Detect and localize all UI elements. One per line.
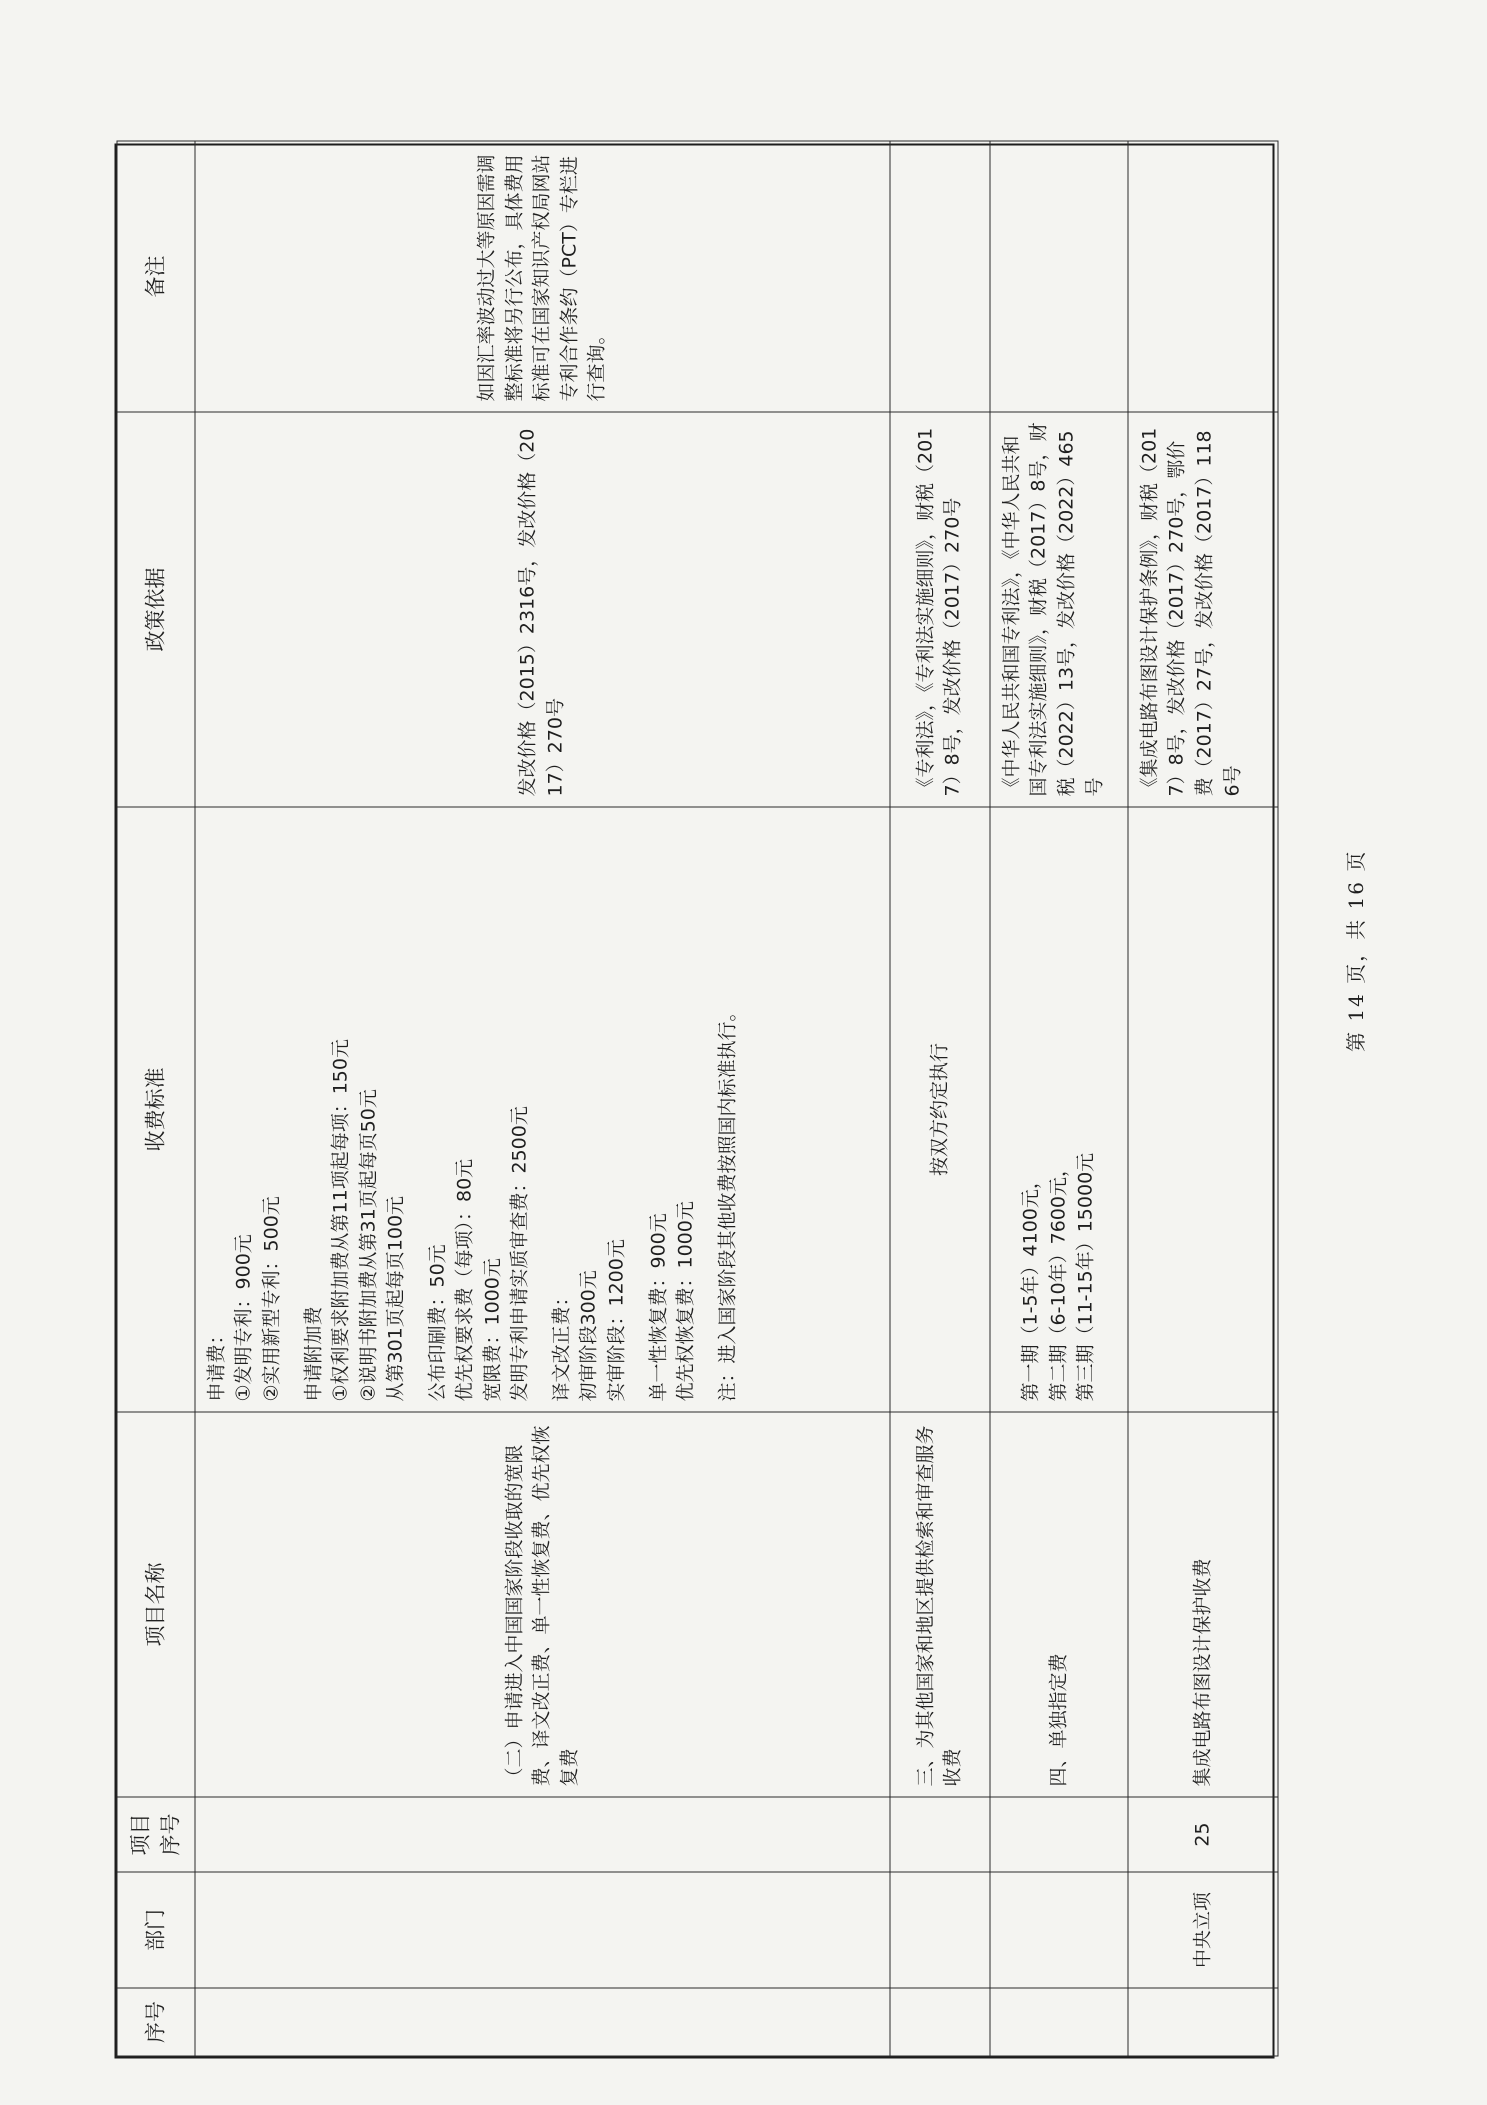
cell-item-seq <box>195 1797 890 1872</box>
header-policy: 政策依据 <box>117 412 195 807</box>
fee-line: 单一性恢复费：900元 <box>647 1213 670 1402</box>
cell-dept: 中央立项 <box>1128 1872 1278 1988</box>
fee-table <box>117 141 1279 2057</box>
fee-line: 初审阶段300元 <box>577 1270 600 1402</box>
page-number: 第 14 页，共 16 页 <box>1344 849 1368 1052</box>
cell-policy: 发改价格（2015）2316号，发改价格（2017）270号 <box>195 412 890 807</box>
fee-line: 优先权恢复费：1000元 <box>674 1201 697 1402</box>
cell-item-name: 集成电路布图设计保护收费 <box>1128 1412 1278 1797</box>
item-name-text: （二）申请进入中国国家阶段收取的宽限费、译文改正费、单一性恢复费、优先权恢复费 <box>503 1425 581 1787</box>
table-row <box>1128 141 1278 2056</box>
fee-line: 第二期（6-10年）7600元， <box>1047 1158 1070 1402</box>
cell-item-seq <box>890 1797 990 1872</box>
cell-seq <box>890 1988 990 2056</box>
cell-dept <box>890 1872 990 1988</box>
fee-line: 公布印刷费：50元 <box>426 1244 449 1402</box>
fee-line: 实审阶段：1200元 <box>605 1239 628 1402</box>
fee-spacer <box>631 818 645 1402</box>
header-row <box>117 141 195 2056</box>
cell-item-seq: 25 <box>1128 1797 1278 1872</box>
cell-dept <box>990 1872 1128 1988</box>
cell-item-seq <box>990 1797 1128 1872</box>
fee-line: 按双方约定执行 <box>928 1043 951 1177</box>
cell-remark: 如因汇率波动过大等原因需调整标准将另行公布，具体费用标准可在国家知识产权局网站专利合作条约（PCT）专栏进行查询。 <box>195 141 890 412</box>
fee-line: ①权利要求附加费从第11项起每项：150元 <box>329 1039 352 1402</box>
table-row <box>195 141 890 2056</box>
header-item-seq: 项目序号 <box>117 1797 195 1872</box>
cell-fee-standard <box>890 807 990 1412</box>
cell-remark <box>890 141 990 412</box>
fee-line: 译文改正费： <box>550 1287 573 1402</box>
cell-remark <box>990 141 1128 412</box>
cell-policy: 《集成电路布图设计保护条例》，财税（2017）8号，发改价格（2017）270号，鄂价费（2017）27号，发改价格（2017）1186号 <box>1128 412 1278 807</box>
header-fee-standard: 收费标准 <box>117 807 195 1412</box>
header-dept: 部门 <box>117 1872 195 1988</box>
table-row <box>990 141 1128 2056</box>
fee-spacer <box>286 818 300 1402</box>
cell-seq <box>1128 1988 1278 2056</box>
header-remark: 备注 <box>117 141 195 412</box>
fee-spacer <box>700 818 714 1402</box>
fee-line: ①发明专利：900元 <box>232 1234 255 1402</box>
cell-seq <box>990 1988 1128 2056</box>
fee-line: 发明专利申请实质审查费：2500元 <box>508 1106 531 1402</box>
cell-policy: 《中华人民共和国专利法》，《中华人民共和国专利法实施细则》，财税（2017）8号，财税（2022）13号，发改价格（2022）465号 <box>990 412 1128 807</box>
fee-line: 宽限费：1000元 <box>481 1258 504 1402</box>
cell-seq <box>195 1988 890 2056</box>
fee-spacer <box>410 818 424 1402</box>
fee-line: 申请费： <box>205 1325 228 1402</box>
fee-line: 申请附加费 <box>302 1306 325 1402</box>
fee-line: ②实用新型专利：500元 <box>260 1196 283 1402</box>
table-row <box>890 141 990 2056</box>
header-item-name: 项目名称 <box>117 1412 195 1797</box>
cell-policy: 《专利法》，《专利法实施细则》，财税（2017）8号，发改价格（2017）270号 <box>890 412 990 807</box>
cell-item-name: 四、单独指定费 <box>990 1412 1128 1797</box>
fee-spacer <box>534 818 548 1402</box>
fee-note: 注：进入国家阶段其他收费按照国内标准执行。 <box>716 1002 739 1402</box>
fee-line: ②说明书附加费从第31页起每页50元 <box>357 1089 380 1402</box>
header-seq: 序号 <box>117 1988 195 2056</box>
cell-fee-standard <box>990 807 1128 1412</box>
cell-item-name <box>195 1412 890 1797</box>
cell-fee-standard <box>195 807 890 1412</box>
fee-table-rotated <box>115 144 1275 2059</box>
fee-line: 从第301页起每页100元 <box>384 1195 407 1402</box>
fee-line: 优先权要求费（每项）：80元 <box>453 1158 476 1402</box>
cell-remark <box>1128 141 1278 412</box>
fee-line: 第三期（11-15年）15000元 <box>1074 1152 1097 1402</box>
cell-item-name: 三、为其他国家和地区提供检索和审查服务收费 <box>890 1412 990 1797</box>
cell-dept <box>195 1872 890 1988</box>
fee-line: 第一期（1-5年）4100元， <box>1019 1170 1042 1402</box>
cell-fee-standard <box>1128 807 1278 1412</box>
